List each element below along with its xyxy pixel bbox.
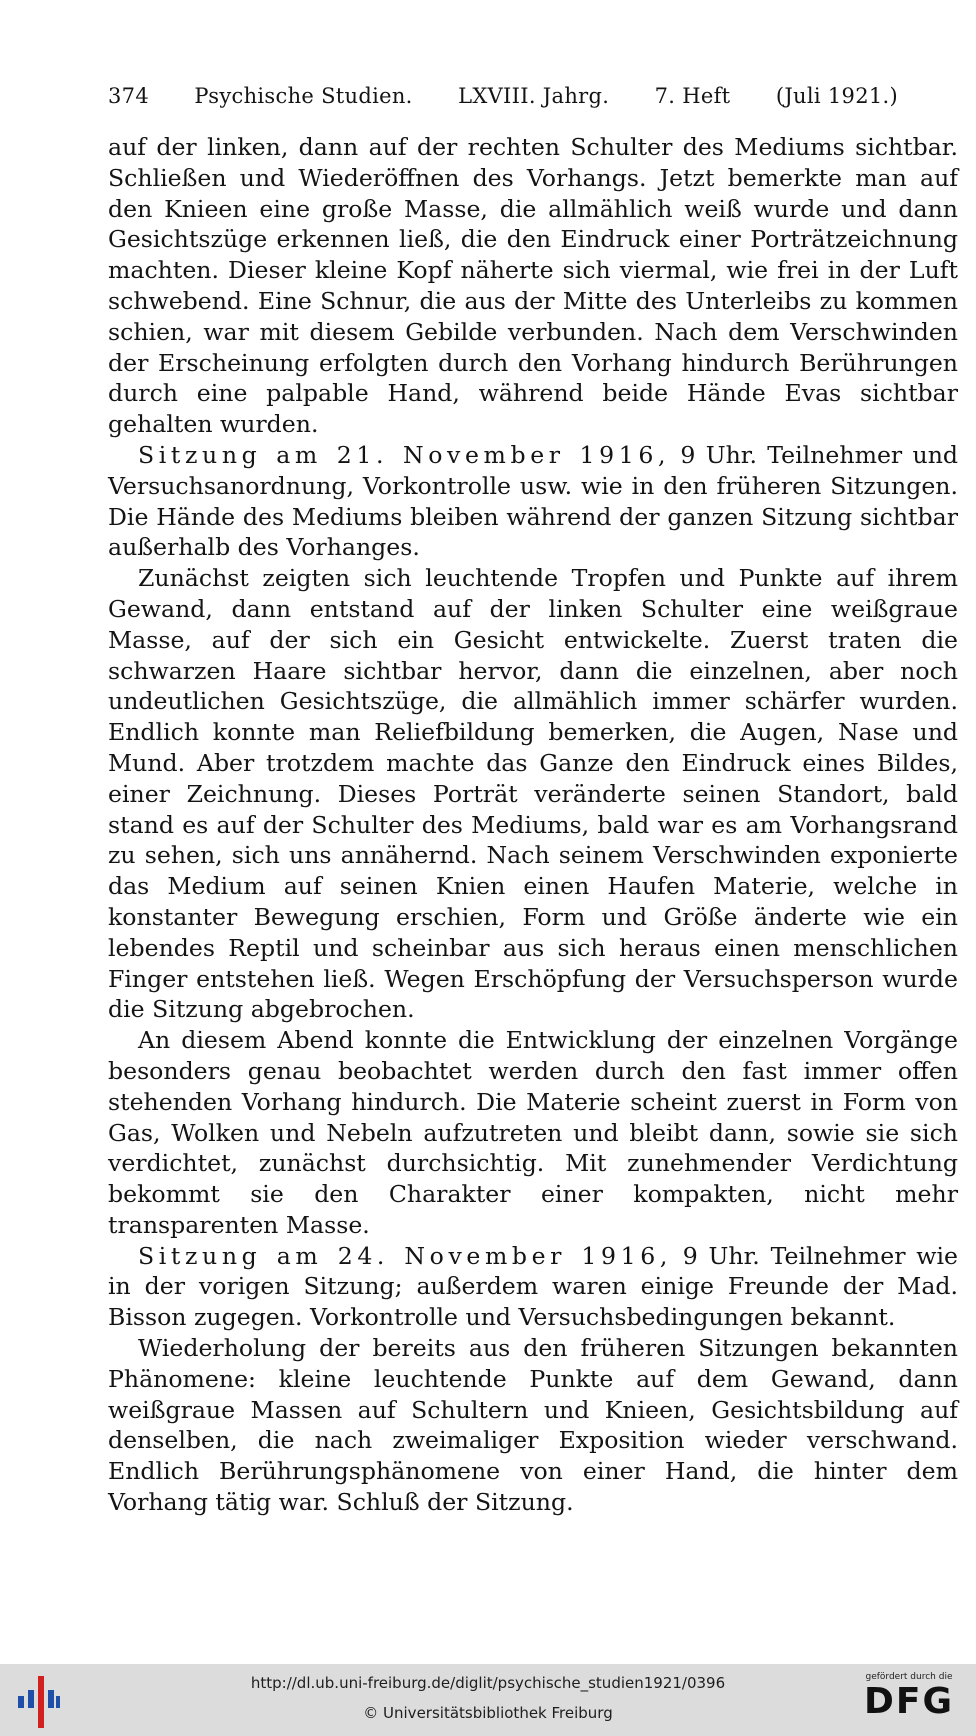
paragraph-5: Sitzung am 24. November 1916, 9 Uhr. Teilnehmer wie in der vorigen Sitzung; außerdem waren einige Freunde der Mad. Bisson zugegen. Vorkontrolle und Versuchsbedingungen bekannt.	[108, 1241, 958, 1332]
digitization-footer	[0, 1664, 976, 1736]
funding-note: gefördert durch die	[865, 1672, 953, 1682]
body-text	[108, 132, 958, 1518]
permalink-url[interactable]: http://dl.ub.uni-freiburg.de/diglit/psychische_studien1921/0396	[250, 1674, 726, 1692]
session-heading-21-nov: Sitzung am 21. November 1916,	[138, 440, 671, 469]
paragraph-4: An diesem Abend konnte die Entwicklung der einzelnen Vorgänge besonders genau beobachtet werden durch den fast immer offen stehenden Vorhang hindurch. Die Materie scheint zuerst in Form von Gas, Wolken und Nebeln aufzutreten und bleibt dann, sowie sie sich verdichtet, zunächst durchsichtig. Mit zunehmender Verdichtung bekommt sie den Charakter einer kompakten, nicht mehr transparenten Masse.	[108, 1026, 958, 1239]
copyright-notice: © Universitätsbibliothek Freiburg	[363, 1704, 613, 1722]
journal-title: Psychische Studien.	[194, 84, 413, 108]
funder-logo-text: DFG	[863, 1681, 955, 1722]
paragraph-3: Zunächst zeigten sich leuchtende Tropfen und Punkte auf ihrem Gewand, dann entstand auf der linken Schulter eine weißgraue Masse, auf der sich ein Gesicht entwickelte. Zuerst traten die schwarzen Haare sichtbar hervor, dann die einzelnen, aber noch undeutlichen Gesichtszüge, die allmählich immer schärfer wurden. Endlich konnte man Reliefbildung bemerken, die Augen, Nase und Mund. Aber trotzdem machte das Ganze den Eindruck eines Bildes, einer Zeichnung. Dieses Porträt veränderte seinen Standort, bald stand es auf der Schulter des Mediums, bald war es am Vorhangsrand zu sehen, sich uns annähernd. Nach seinem Verschwinden exponierte das Medium auf seinen Knien einen Haufen Materie, welche in konstanter Bewegung erschien, Form und Größe änderte wie ein lebendes Reptil und scheinbar aus sich heraus einen menschlichen Finger entstehen ließ. Wegen Erschöpfung der Versuchsperson wurde die Sitzung abgebrochen.	[108, 564, 958, 1024]
paragraph-2: Sitzung am 21. November 1916, 9 Uhr. Teilnehmer und Versuchsanordnung, Vorkontrolle usw. wie in den früheren Sitzungen. Die Hände des Mediums bleiben während der ganzen Sitzung sichtbar außerhalb des Vorhanges.	[108, 440, 958, 562]
running-header	[108, 84, 898, 108]
paragraph-1: auf der linken, dann auf der rechten Schulter des Mediums sichtbar. Schließen und Wiederöffnen des Vorhangs. Jetzt bemerkte man auf den Knieen eine große Masse, die allmählich weiß wurde und dann Gesichtszüge erkennen ließ, die den Eindruck einer Porträtzeichnung machten. Dieser kleine Kopf näherte sich viermal, wie frei in der Luft schwebend. Eine Schnur, die aus der Mitte des Unterleibs zu kommen schien, war mit diesem Gebilde verbunden. Nach dem Verschwinden der Erscheinung erfolgten durch den Vorhang hindurch Berührungen durch eine palpable Hand, während beide Hände Evas sichtbar gehalten wurden.	[108, 133, 958, 439]
volume: LXVIII. Jahrg.	[458, 84, 610, 108]
page-number: 374	[108, 84, 149, 108]
issue-date: (Juli 1921.)	[775, 84, 898, 108]
session-heading-24-nov: Sitzung am 24. November 1916,	[138, 1241, 672, 1270]
issue: 7. Heft	[654, 84, 731, 108]
paragraph-6: Wiederholung der bereits aus den früheren Sitzungen bekannten Phänomene: kleine leuchtende Punkte auf dem Gewand, dann weißgraue Massen auf Schultern und Knieen, Gesichtsbildung auf denselben, die nach zweimaliger Exposition wieder verschwand. Endlich Berührungsphänomene von einer Hand, die hinter dem Vorhang tätig war. Schluß der Sitzung.	[108, 1334, 958, 1517]
dfg-logo-icon	[854, 1672, 964, 1730]
